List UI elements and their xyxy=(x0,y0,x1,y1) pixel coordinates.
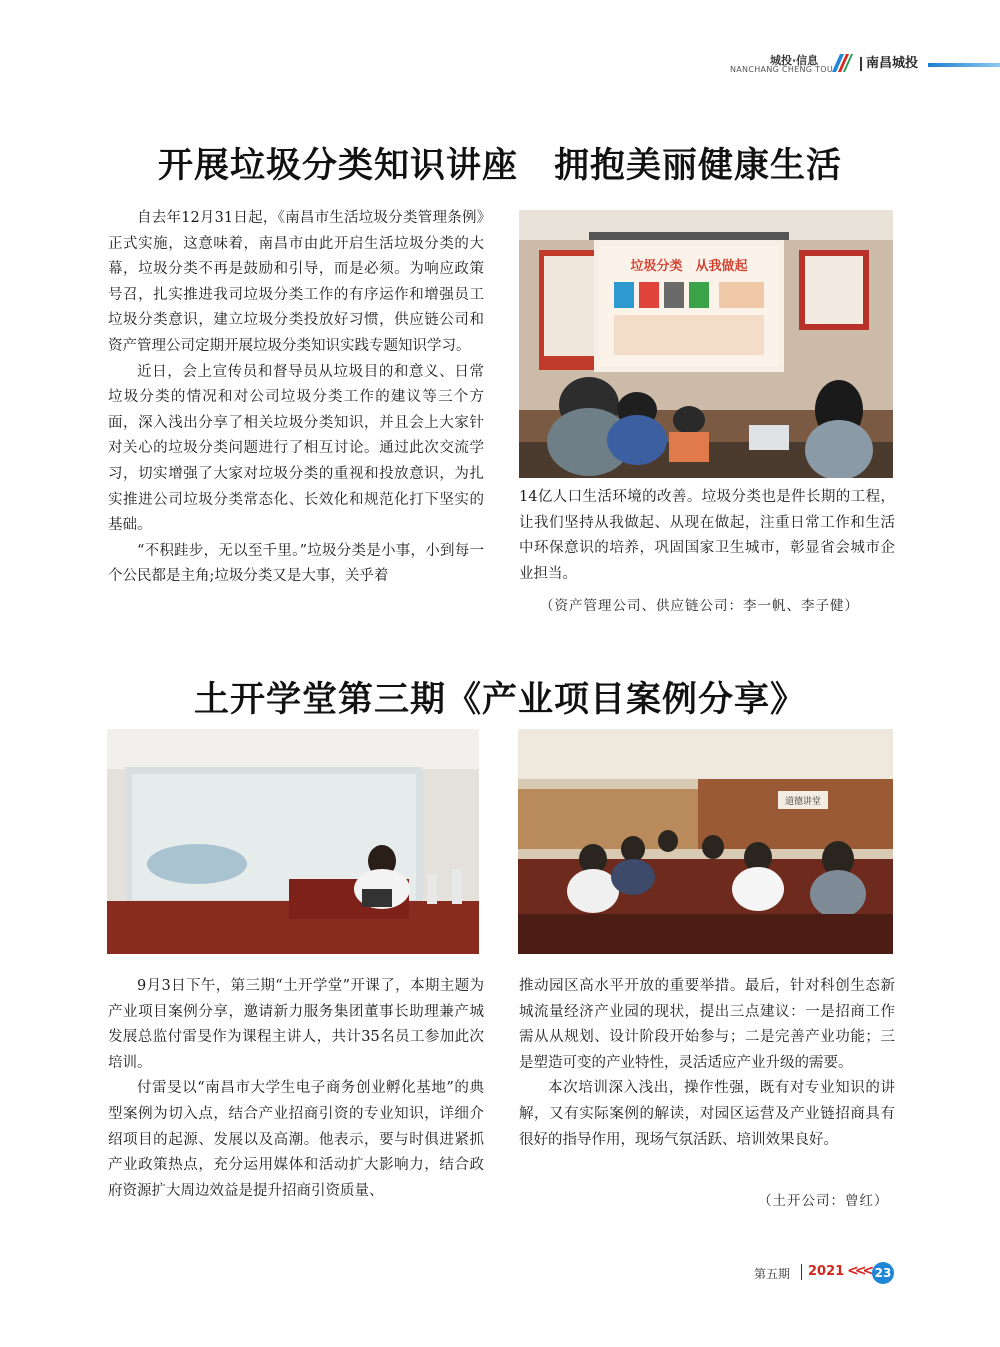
svg-text:道德讲堂: 道德讲堂 xyxy=(784,797,822,807)
company-name: 南昌城投 xyxy=(860,57,918,71)
article2-title: 土开学堂第三期《产业项目案例分享》 xyxy=(193,680,806,720)
article2-photo-audience xyxy=(518,729,893,954)
article1-photo xyxy=(519,210,893,478)
svg-text:垃圾分类 从我做起: 垃圾分类 从我做起 xyxy=(630,259,748,274)
brand-en: NANCHANG CHENG TOU xyxy=(730,65,834,74)
article1-paragraph: “不积跬步，无以至千里。”垃圾分类是小事，小到每一个公民都是主角;垃圾分类又是大事，关乎着 xyxy=(108,542,484,585)
article2-right-column xyxy=(519,974,895,1153)
article2-photo-lecturer xyxy=(107,729,479,954)
chevron-left-icon: <<< xyxy=(847,1263,871,1279)
article1-paragraph: 近日，会上宣传员和督导员从垃圾目的和意义、日常垃圾分类的情况和对公司垃圾分类工作的建议等三个方面，深入浅出分享了相关垃圾分类知识，并且会上大家针对关心的垃圾分类问题进行了相互讨论。通过此次交流学习，切实增强了大家对垃圾分类的重视和投放意识，为扎实推进公司垃圾分类常态化、长效化和规范化打下坚实的基础。 xyxy=(108,363,484,534)
article2-signature: （土开公司：曾红） xyxy=(758,1193,889,1209)
brand-cn: 城投·信息 xyxy=(770,54,819,67)
masthead xyxy=(730,50,1000,80)
article1-paragraph: 自去年12月31日起，《南昌市生活垃圾分类管理条例》正式实施，这意味着，南昌市由此开启生活垃圾分类的大幕，垃圾分类不再是鼓励和引导，而是必须。为响应政策号召，扎实推进我司垃圾分类工作的有序运作和增强员工垃圾分类意识，建立垃圾分类投放好习惯，供应链公司和资产管理公司定期开展垃圾分类知识实践专题知识学习。 xyxy=(108,210,484,354)
company-logo-icon xyxy=(830,50,854,76)
article2-paragraph: 推动园区高水平开放的重要举措。最后，针对科创生态新城流量经济产业园的现状，提出三点建议：一是招商工作需从从规划、设计阶段开始参与；二是完善产业功能；三是塑造可变的产业特性，灵活适应产业升级的需要。 xyxy=(519,978,895,1071)
article2-paragraph: 付雷旻以“南昌市大学生电子商务创业孵化基地”的典型案例为切入点，结合产业招商引资的专业知识，详细介绍项目的起源、发展以及高潮。他表示，要与时俱进紧抓产业政策热点，充分运用媒体和活动扩大影响力，结合政府资源扩大周边效益是提升招商引资质量、 xyxy=(108,1080,484,1199)
article1-right-column xyxy=(519,485,895,587)
article2-paragraph: 本次培训深入浅出，操作性强，既有对专业知识的讲解，又有实际案例的解读，对园区运营及产业链招商具有很好的指导作用，现场气氛活跃、培训效果良好。 xyxy=(519,1080,895,1148)
page-number: 23 xyxy=(872,1262,894,1284)
issue-label: 第五期 xyxy=(754,1267,791,1281)
article1-left-column xyxy=(108,206,484,590)
footer-divider xyxy=(801,1264,802,1280)
article2-left-column xyxy=(108,974,484,1204)
article1-paragraph: 14亿人口生活环境的改善。垃圾分类也是件长期的工程，让我们坚持从我做起、从现在做起，注重日常工作和生活中环保意识的培养，巩固国家卫生城市，彰显省会城市企业担当。 xyxy=(519,489,895,582)
article2-paragraph: 9月3日下午，第三期“土开学堂”开课了，本期主题为产业项目案例分享，邀请新力服务集团董事长助理兼产城发展总监付雷旻作为课程主讲人，共计35名员工参加此次培训。 xyxy=(108,978,484,1071)
header-accent-bar xyxy=(928,63,1000,67)
footer-year: 2021 xyxy=(808,1264,845,1279)
article1-signature: （资产管理公司、供应链公司：李一帆、李子健） xyxy=(540,598,859,614)
article1-title: 开展垃圾分类知识讲座 拥抱美丽健康生活 xyxy=(157,146,842,186)
